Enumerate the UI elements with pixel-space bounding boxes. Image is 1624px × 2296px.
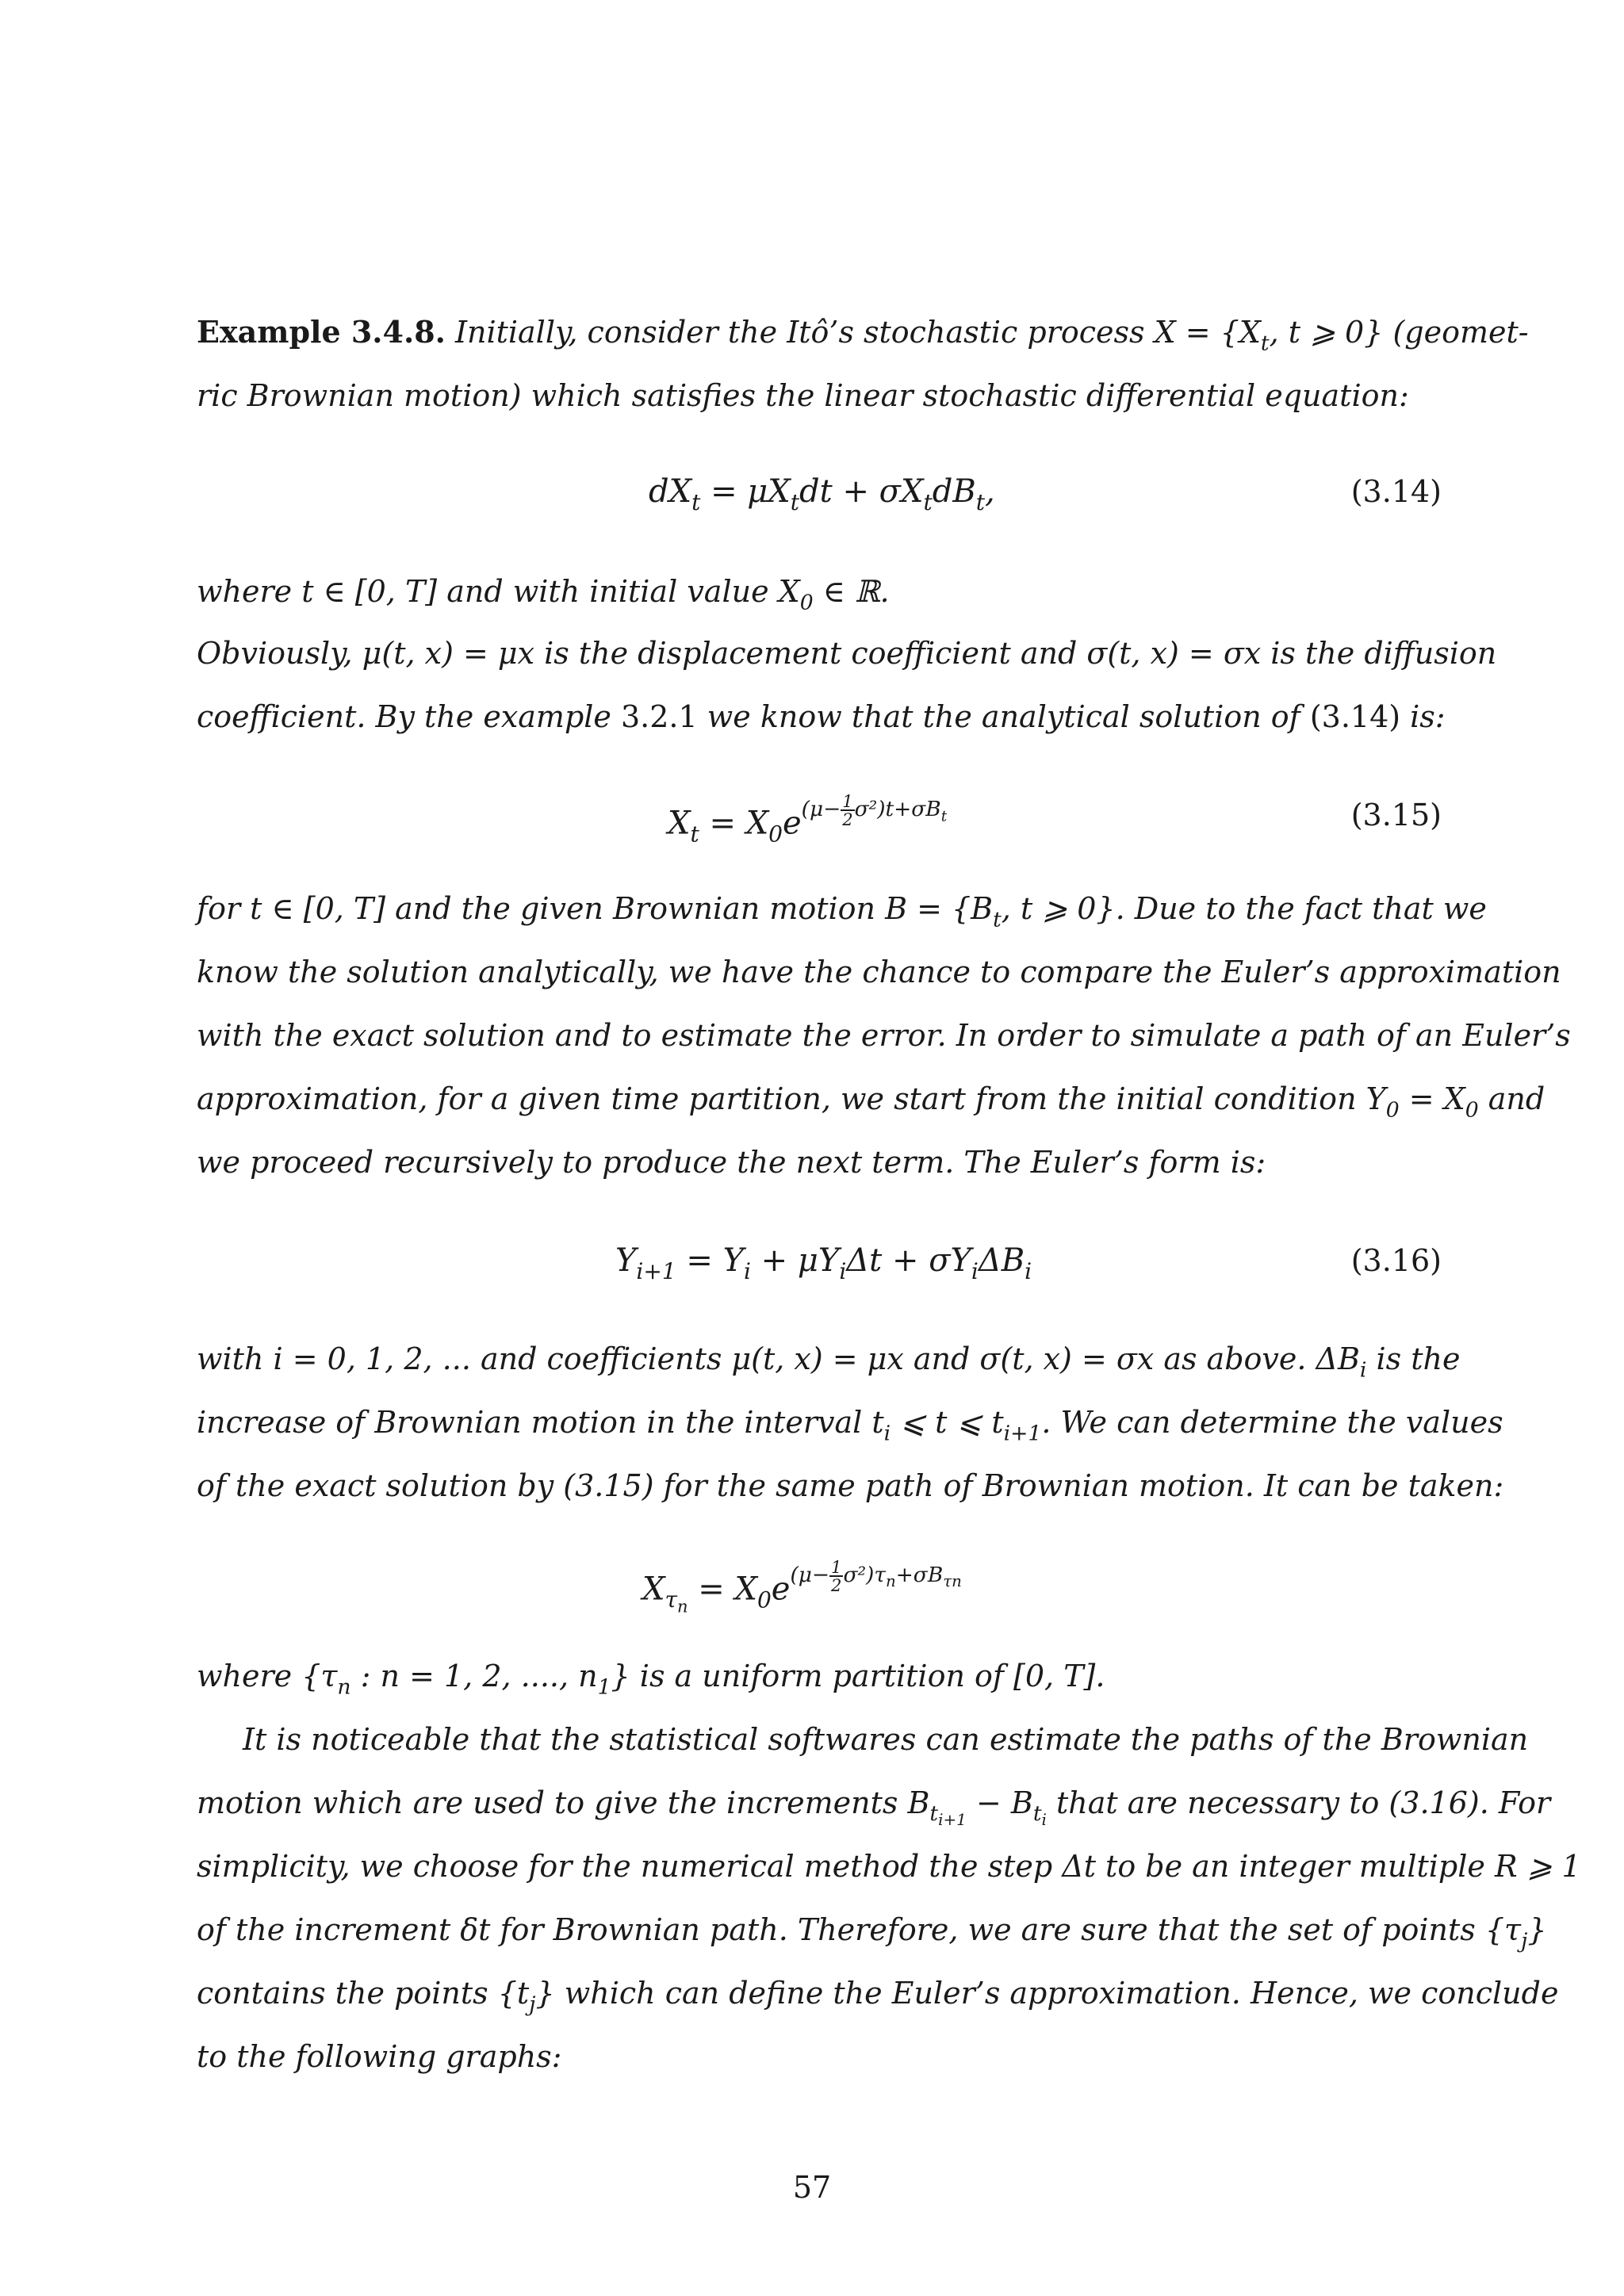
text-line: ric Brownian motion) which satisfies the linear stochastic differential equation: bbox=[197, 378, 1409, 413]
text-line: for t ∈ [0, T] and the given Brownian motion $B = \{B_t$, t ⩾ 0}. Due to the fact that we bbox=[197, 891, 1487, 932]
text-line: contains the points $\{t_j\}$ which can define the Euler’s approximation. Hence, we conclude bbox=[197, 1976, 1559, 2017]
text-line: where t ∈ [0, T] and with initial value $X_0$ ∈ ℝ. bbox=[197, 574, 890, 615]
text-line: where {$\tau_n$ : n = 1, 2, ...., $n_1$} is a uniform partition of [0, T]. bbox=[197, 1659, 1105, 1700]
equation-label: (3.14) bbox=[1350, 474, 1442, 509]
equation-label: (3.16) bbox=[1350, 1243, 1442, 1278]
text-line: of the increment δt for Brownian path. Therefore, we are sure that the set of points $\{\tau_j\}$ bbox=[197, 1912, 1547, 1954]
text-line: It is noticeable that the statistical softwares can estimate the paths of the Brownian bbox=[243, 1722, 1529, 1757]
text-line: coefficient. By the example 3.2.1 we know that the analytical solution of (3.14) is: bbox=[197, 699, 1446, 734]
text-line: to the following graphs: bbox=[197, 2039, 562, 2074]
text-line: simplicity, we choose for the numerical method the step Δt to be an integer multiple R ⩾ 1 bbox=[197, 1849, 1581, 1884]
equation-3-16: $Y_{i+1} = Y_i + \mu Y_i\Delta t + \sigma Y_i\Delta B_i$ bbox=[615, 1242, 1032, 1284]
text-line: Example 3.4.8. Initially, consider the Itô’s stochastic process $X = \{X_t$, t ⩾ 0} (geomet- bbox=[197, 314, 1529, 356]
page-number: 57 bbox=[792, 2170, 832, 2205]
text-line: with the exact solution and to estimate the error. In order to simulate a path of an Euler’s bbox=[197, 1018, 1571, 1053]
text-line: know the solution analytically, we have the chance to compare the Euler’s approximation bbox=[197, 955, 1561, 989]
text-line: we proceed recursively to produce the next term. The Euler’s form is: bbox=[197, 1145, 1266, 1180]
text-line: of the exact solution by (3.15) for the same path of Brownian motion. It can be taken: bbox=[197, 1468, 1504, 1503]
text-line: with i = 0, 1, 2, ... and coefficients μ(t, x) = μx and σ(t, x) = σx as above. $\Delta B_i$ is the bbox=[197, 1341, 1461, 1383]
equation-x-tau-n: $X_{\tau_n} = X_0e^{(\mu- \frac{1}{2} \sigma^2)\tau_n+\sigma B_{\tau n}}$ bbox=[642, 1557, 962, 1617]
text-line: increase of Brownian motion in the interval $t_i$ ⩽ t ⩽ $t_{i+1}$. We can determine the values bbox=[197, 1405, 1503, 1446]
equation-3-15: $X_t = X_0e^{(\mu- \frac{1}{2} \sigma^2)t+\sigma B_t}$ bbox=[668, 791, 948, 848]
equation-label: (3.15) bbox=[1350, 798, 1442, 832]
text-line: approximation, for a given time partition, we start from the initial condition $Y_0 = X_0$ and bbox=[197, 1081, 1545, 1123]
example-heading: Example 3.4.8. bbox=[197, 314, 446, 350]
text-line: Obviously, μ(t, x) = μx is the displacement coefficient and σ(t, x) = σx is the diffusion bbox=[197, 636, 1497, 671]
text-line: motion which are used to give the increments $B_{t_{i+1}} - B_{t_i}$ that are necessary to (3.16). For bbox=[197, 1785, 1551, 1830]
equation-3-14: $dX_t = \mu X_tdt + \sigma X_tdB_t$, bbox=[649, 473, 995, 515]
